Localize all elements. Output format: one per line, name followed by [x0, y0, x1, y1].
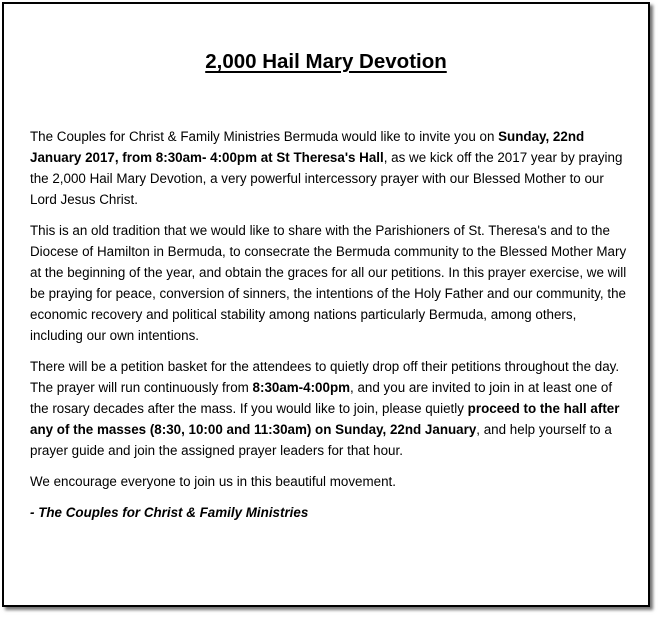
signature-line — [30, 502, 628, 523]
paragraph-encouragement: We encourage everyone to join us in this beautiful movement. — [30, 474, 396, 489]
invitation-text-end: , as we kick off the 2017 year by praying the 2,000 Hail Mary Devotion, a very powerful intercessory prayer with our Blessed Mother to our Lord Jesus Christ. — [30, 150, 623, 207]
paragraph-details — [30, 356, 628, 461]
prayer-hours: 8:30am-4:00pm — [252, 380, 351, 395]
paragraph-tradition: This is an old tradition that we would like to share with the Parishioners of St. Theresa's and to the Diocese of Hamilton in Bermuda, to consecrate the Bermuda community to the Blessed Mother Mary at the beginning of the year, and obtain the graces for all our petitions. In this prayer exercise, we will be praying for peace, conversion of sinners, the intentions of the Holy Father and our community, the economic recovery and political stability among nations particularly Bermuda, among others, including our own intentions. — [30, 223, 627, 343]
details-text-1: There will be a petition basket for the attendees to quietly drop off their petitions throughout the day. The prayer will run continuously from — [30, 359, 620, 395]
signature-name: The Couples for Christ & Family Ministries — [38, 505, 309, 520]
details-text-2: , and you are invited to join in at least one of the rosary decades after the mass. If you would like to join, please quietly — [30, 380, 613, 416]
page-title: 2,000 Hail Mary Devotion — [205, 50, 447, 73]
details-text-3: , and help yourself to a prayer guide and join the assigned prayer leaders for that hour. — [30, 422, 612, 458]
proceed-instructions: proceed to the hall after any of the masses (8:30, 10:00 and 11:30am) on Sunday, 22nd January — [30, 401, 620, 437]
flyer-frame — [2, 2, 650, 607]
event-date-location: Sunday, 22nd January 2017, from 8:30am- 4:00pm at St Theresa's Hall — [30, 129, 585, 165]
signature-dash: - — [30, 505, 39, 520]
flyer-body — [30, 126, 628, 533]
invitation-text-start: The Couples for Christ & Family Ministries Bermuda would like to invite you on — [30, 129, 499, 144]
paragraph-invitation — [30, 126, 628, 210]
